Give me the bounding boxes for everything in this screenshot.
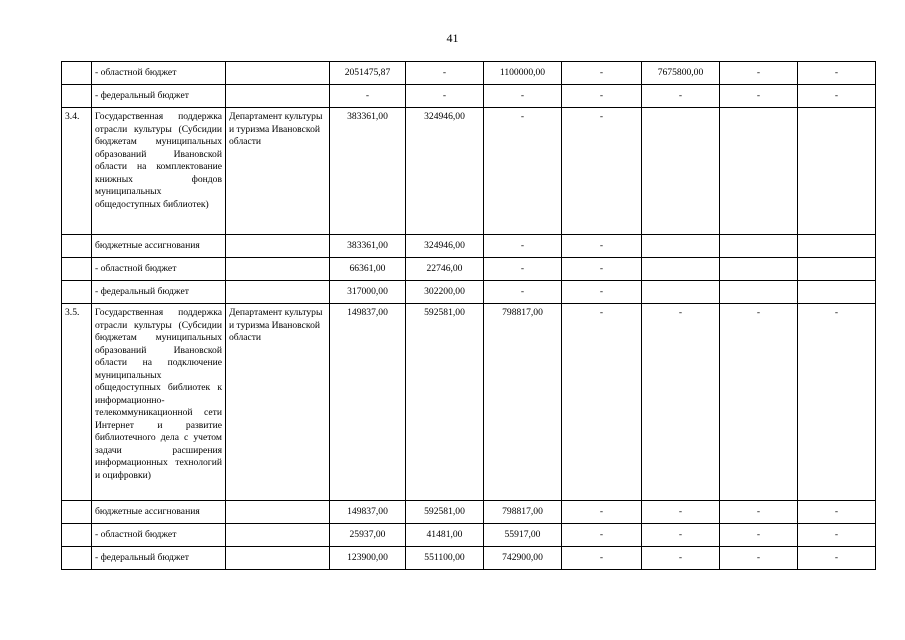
row-agency [226,235,330,258]
table-row [62,62,876,85]
row-description: - областной бюджет [92,258,226,281]
value-cell: 7675800,00 [642,62,720,85]
value-cell [798,281,876,304]
value-cell: 324946,00 [406,108,484,235]
value-cell: 317000,00 [330,281,406,304]
value-cell: 383361,00 [330,108,406,235]
page-number: 41 [446,31,459,45]
row-index [62,235,92,258]
value-cell: - [798,501,876,524]
row-description: - областной бюджет [92,524,226,547]
value-cell: - [720,85,798,108]
table-row [62,258,876,281]
row-description: - федеральный бюджет [92,85,226,108]
value-cell [642,281,720,304]
value-cell: - [484,235,562,258]
value-cell: 592581,00 [406,304,484,501]
table-row [62,547,876,570]
value-cell: - [484,108,562,235]
value-cell: - [484,258,562,281]
value-cell: - [562,501,642,524]
row-description: Государственная поддержка отрасли культуры (Субсидии бюджетам муниципальных образований Ивановской области на комплектование книжных фондов муниципальных общедоступных библиотек) [92,108,226,235]
value-cell: - [798,62,876,85]
value-cell: 798817,00 [484,501,562,524]
row-agency [226,62,330,85]
value-cell: - [484,281,562,304]
value-cell: - [720,304,798,501]
row-agency [226,85,330,108]
value-cell: - [798,304,876,501]
value-cell: - [562,235,642,258]
value-cell: - [642,501,720,524]
value-cell: - [330,85,406,108]
value-cell: - [720,524,798,547]
value-cell: - [406,62,484,85]
row-agency [226,281,330,304]
value-cell: 383361,00 [330,235,406,258]
table-row-3-4 [62,108,876,235]
row-index [62,501,92,524]
value-cell: 41481,00 [406,524,484,547]
value-cell: - [798,85,876,108]
row-agency: Департамент культуры и туризма Ивановской области [226,108,330,235]
value-cell [798,258,876,281]
value-cell: 324946,00 [406,235,484,258]
value-cell [798,108,876,235]
value-cell: 2051475,87 [330,62,406,85]
value-cell [798,235,876,258]
value-cell: - [642,304,720,501]
value-cell: - [406,85,484,108]
value-cell: 302200,00 [406,281,484,304]
value-cell: 1100000,00 [484,62,562,85]
value-cell: 742900,00 [484,547,562,570]
value-cell: 22746,00 [406,258,484,281]
value-cell: - [562,85,642,108]
table-row-3-5 [62,304,876,501]
row-agency: Департамент культуры и туризма Ивановской области [226,304,330,501]
value-cell [642,108,720,235]
value-cell: - [720,547,798,570]
row-index: 3.5. [62,304,92,501]
table-row [62,524,876,547]
row-description: - федеральный бюджет [92,281,226,304]
value-cell: 798817,00 [484,304,562,501]
value-cell [642,258,720,281]
row-description: бюджетные ассигнования [92,235,226,258]
value-cell: 149837,00 [330,501,406,524]
value-cell: - [720,501,798,524]
value-cell: - [798,547,876,570]
row-index [62,85,92,108]
row-description: Государственная поддержка отрасли культуры (Субсидии бюджетам муниципальных образований Ивановской области на подключение муниципальных общедоступных библиотек к информационно-телекоммуникационной сети Интернет и развитие библиотечного дела с учетом задачи расширения информационных технологий и оцифровки) [92,304,226,501]
value-cell: 149837,00 [330,304,406,501]
row-index [62,258,92,281]
table-row [62,85,876,108]
budget-table [61,61,876,570]
value-cell: - [562,62,642,85]
value-cell [720,258,798,281]
row-index [62,547,92,570]
value-cell: 592581,00 [406,501,484,524]
value-cell: - [562,258,642,281]
value-cell: - [562,304,642,501]
row-description: - областной бюджет [92,62,226,85]
value-cell: - [642,547,720,570]
row-agency [226,501,330,524]
value-cell: - [562,524,642,547]
row-description: - федеральный бюджет [92,547,226,570]
row-index [62,62,92,85]
value-cell: - [484,85,562,108]
value-cell: - [642,524,720,547]
row-agency [226,524,330,547]
value-cell: - [642,85,720,108]
value-cell: - [562,281,642,304]
value-cell [720,281,798,304]
value-cell: 551100,00 [406,547,484,570]
value-cell: 66361,00 [330,258,406,281]
value-cell: - [720,62,798,85]
table-row [62,235,876,258]
value-cell: - [562,108,642,235]
value-cell [642,235,720,258]
value-cell [720,235,798,258]
value-cell: 123900,00 [330,547,406,570]
value-cell: 55917,00 [484,524,562,547]
table-row [62,501,876,524]
value-cell: - [562,547,642,570]
row-index: 3.4. [62,108,92,235]
value-cell: - [798,524,876,547]
table-row [62,281,876,304]
value-cell [720,108,798,235]
row-index [62,524,92,547]
value-cell: 25937,00 [330,524,406,547]
row-description: бюджетные ассигнования [92,501,226,524]
row-index [62,281,92,304]
row-agency [226,258,330,281]
row-agency [226,547,330,570]
